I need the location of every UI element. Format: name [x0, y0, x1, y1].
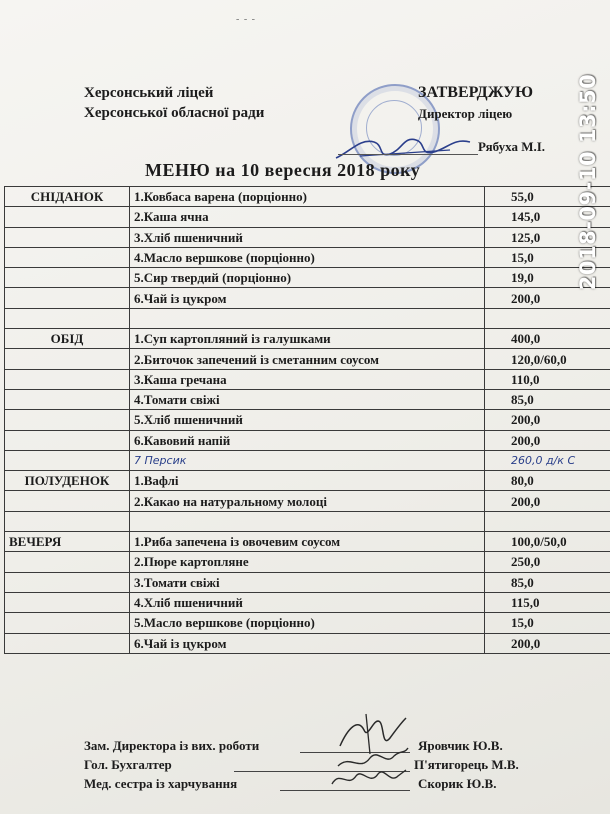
amount-cell: 55,0: [485, 187, 610, 207]
amount-cell: 145,0: [485, 207, 610, 227]
dish-cell: 5.Сир твердий (порціонно): [130, 268, 485, 288]
table-row: [5, 288, 610, 308]
meal-cell: [5, 389, 130, 409]
deputy-title: Зам. Директора із вих. роботи: [84, 738, 260, 753]
dish-cell: 2.Каша ячна: [130, 207, 485, 227]
table-row: [5, 552, 610, 572]
dish-cell: 5.Хліб пшеничний: [130, 410, 485, 430]
table-row: [5, 389, 610, 409]
accountant-name: П'ятигорець М.В.: [414, 757, 519, 772]
amount-cell: [485, 511, 610, 531]
dish-cell: 6.Чай із цукром: [130, 633, 485, 653]
amount-cell: 110,0: [485, 369, 610, 389]
table-row: [5, 369, 610, 389]
meal-cell: [5, 511, 130, 531]
dish-cell: 6.Кавовий напій: [130, 430, 485, 450]
director-name: Рябуха М.І.: [478, 139, 546, 154]
meal-cell: [5, 207, 130, 227]
table-row: [5, 592, 610, 612]
amount-cell: 200,0: [485, 410, 610, 430]
amount-cell: 100,0/50,0: [485, 532, 610, 552]
amount-cell: 260,0 д/к С: [485, 450, 610, 470]
meal-cell: [5, 268, 130, 288]
table-row: [5, 572, 610, 592]
amount-cell: 80,0: [485, 471, 610, 491]
meal-cell: [5, 349, 130, 369]
amount-cell: 85,0: [485, 389, 610, 409]
dish-cell: 2.Какао на натуральному молоці: [130, 491, 485, 511]
amount-cell: 200,0: [485, 633, 610, 653]
amount-cell: 120,0/60,0: [485, 349, 610, 369]
dish-cell: 4.Томати свіжі: [130, 389, 485, 409]
amount-cell: [485, 308, 610, 328]
director-signature-line: [338, 154, 478, 155]
table-row: [5, 349, 610, 369]
dish-cell: 1.Ковбаса варена (порціонно): [130, 187, 485, 207]
table-row: [5, 268, 610, 288]
table-row: [5, 491, 610, 511]
meal-cell: [5, 491, 130, 511]
meal-cell: [5, 410, 130, 430]
amount-cell: 115,0: [485, 592, 610, 612]
amount-cell: 85,0: [485, 572, 610, 592]
dish-cell: 3.Томати свіжі: [130, 572, 485, 592]
amount-cell: 200,0: [485, 430, 610, 450]
dish-cell: 3.Каша гречана: [130, 369, 485, 389]
table-row: [5, 308, 610, 328]
dish-cell: [130, 308, 485, 328]
organization-line-2: Херсонської обласної ради: [84, 105, 265, 121]
approval-heading: ЗАТВЕРДЖУЮ: [418, 84, 534, 101]
amount-cell: 400,0: [485, 329, 610, 349]
top-mark: - - -: [236, 14, 256, 25]
table-row: [5, 227, 610, 247]
table-row: [5, 532, 610, 552]
table-row: [5, 633, 610, 653]
table-row: [5, 430, 610, 450]
amount-cell: 19,0: [485, 268, 610, 288]
amount-cell: 200,0: [485, 288, 610, 308]
table-row: [5, 511, 610, 531]
meal-cell: ОБІД: [5, 329, 130, 349]
table-row: [5, 471, 610, 491]
nurse-name: Скорик Ю.В.: [418, 776, 497, 791]
amount-cell: 250,0: [485, 552, 610, 572]
dish-cell: 5.Масло вершкове (порціонно): [130, 613, 485, 633]
meal-cell: [5, 227, 130, 247]
table-row: [5, 247, 610, 267]
meal-cell: ВЕЧЕРЯ: [5, 532, 130, 552]
amount-cell: 15,0: [485, 613, 610, 633]
meal-cell: [5, 450, 130, 470]
dish-cell: [130, 511, 485, 531]
amount-cell: 15,0: [485, 247, 610, 267]
accountant-title: Гол. Бухгалтер: [84, 757, 172, 772]
meal-cell: [5, 613, 130, 633]
dish-cell: 1.Вафлі: [130, 471, 485, 491]
amount-cell: 200,0: [485, 491, 610, 511]
meal-cell: [5, 572, 130, 592]
dish-cell: 4.Хліб пшеничний: [130, 592, 485, 612]
amount-cell: 125,0: [485, 227, 610, 247]
meal-cell: [5, 369, 130, 389]
deputy-name: Яровчик Ю.В.: [418, 738, 503, 753]
table-row: [5, 329, 610, 349]
meal-cell: [5, 308, 130, 328]
table-row: [5, 207, 610, 227]
meal-cell: СНІДАНОК: [5, 187, 130, 207]
meal-cell: [5, 592, 130, 612]
meal-cell: [5, 247, 130, 267]
nurse-signature-icon: [326, 760, 410, 794]
dish-cell: 7 Персик: [130, 450, 485, 470]
dish-cell: 2.Пюре картопляне: [130, 552, 485, 572]
dish-cell: 1.Риба запечена із овочевим соусом: [130, 532, 485, 552]
meal-cell: [5, 552, 130, 572]
table-row: [5, 410, 610, 430]
table-row: [5, 450, 610, 470]
dish-cell: 6.Чай із цукром: [130, 288, 485, 308]
dish-cell: 4.Масло вершкове (порціонно): [130, 247, 485, 267]
meal-cell: [5, 430, 130, 450]
director-title: Директор ліцею: [418, 106, 513, 121]
meal-cell: ПОЛУДЕНОК: [5, 471, 130, 491]
timestamp-text: 2018-09-10 13:50: [576, 73, 600, 291]
dish-cell: 3.Хліб пшеничний: [130, 227, 485, 247]
meal-cell: [5, 633, 130, 653]
menu-title: МЕНЮ на 10 вересня 2018 року: [145, 160, 421, 180]
meal-cell: [5, 288, 130, 308]
menu-table: [4, 186, 610, 654]
organization-line-1: Херсонський ліцей: [84, 85, 214, 101]
dish-cell: 2.Биточок запечений із сметанним соусом: [130, 349, 485, 369]
table-row: [5, 187, 610, 207]
nurse-title: Мед. сестра із харчування: [84, 776, 238, 791]
dish-cell: 1.Суп картопляний із галушками: [130, 329, 485, 349]
table-row: [5, 613, 610, 633]
